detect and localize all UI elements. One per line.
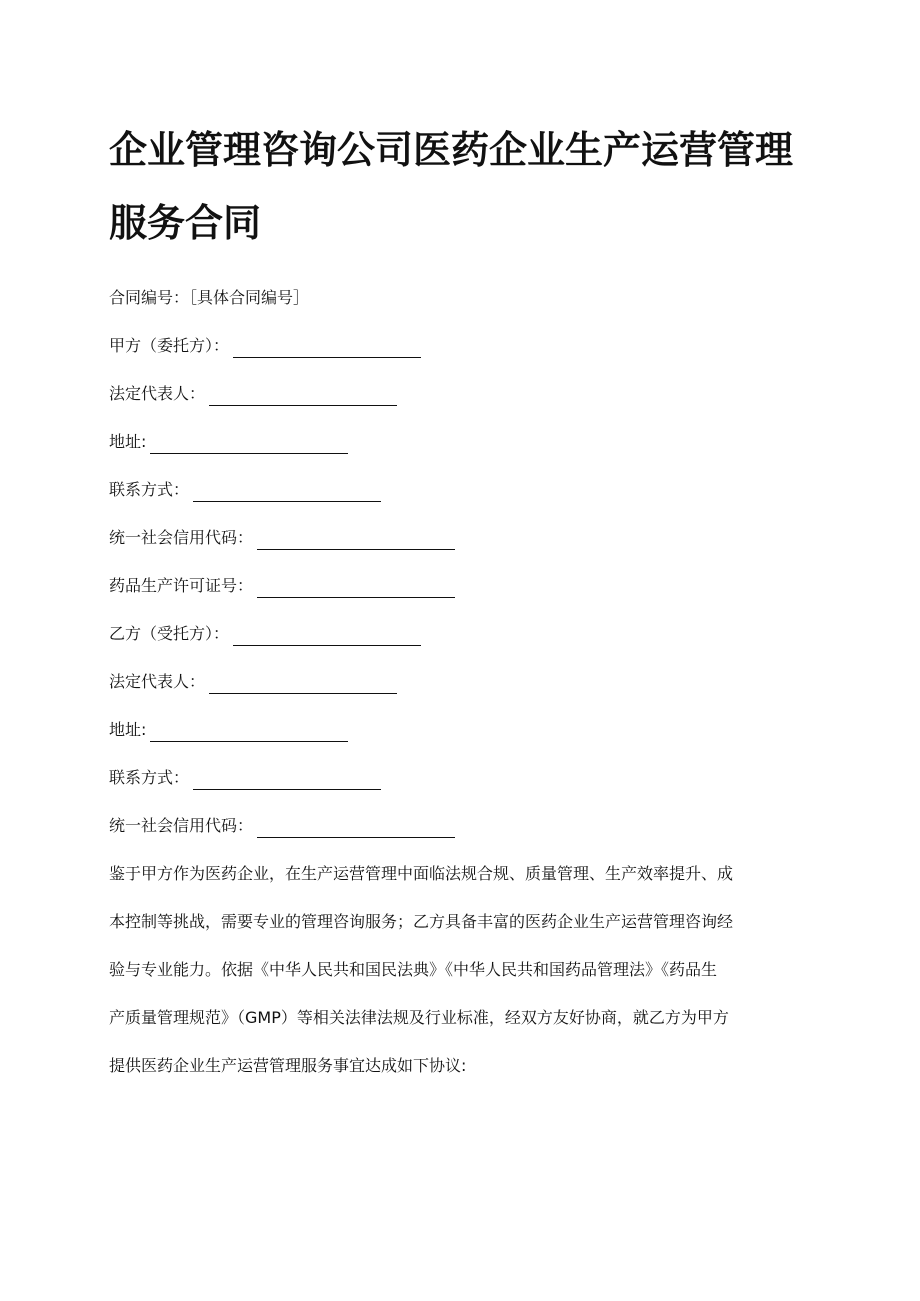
party-b-rep-field [109, 670, 397, 694]
party-a-contact-field [109, 478, 381, 502]
party-a-credit-code-label: 统一社会信用代码： [109, 528, 254, 547]
party-a-credit-code-blank [257, 531, 455, 550]
party-a-credit-code-field [109, 526, 455, 550]
party-a-address-label: 地址: [109, 432, 147, 451]
party-b-credit-code-blank [257, 819, 455, 838]
party-a-license-blank [257, 579, 455, 598]
party-b-credit-code-label: 统一社会信用代码： [109, 816, 254, 835]
preamble-line-2: 本控制等挑战，需要专业的管理咨询服务；乙方具备丰富的医药企业生产运营管理咨询经 [109, 912, 734, 931]
party-a-rep-field [109, 382, 397, 406]
contract-number-field [109, 286, 309, 310]
party-a-rep-blank [209, 387, 397, 406]
party-b-contact-field [109, 766, 381, 790]
party-a-contact-label: 联系方式： [109, 480, 190, 499]
party-b-credit-code-field [109, 814, 455, 838]
party-a-rep-label: 法定代表人： [109, 384, 206, 403]
party-b-contact-label: 联系方式： [109, 768, 190, 787]
document-title-line-2: 服务合同 [109, 201, 262, 245]
preamble-line-5: 提供医药企业生产运营管理服务事宜达成如下协议: [109, 1056, 467, 1075]
party-b-field [109, 622, 421, 646]
party-b-address-label: 地址: [109, 720, 147, 739]
party-b-label: 乙方（受托方）： [109, 624, 230, 643]
party-b-contact-blank [193, 771, 381, 790]
contract-number-label: 合同编号：［具体合同编号］ [109, 288, 310, 307]
preamble-line-3: 验与专业能力。依据《中华人民共和国民法典》《中华人民共和国药品管理法》《药品生 [109, 960, 718, 979]
preamble-line-1: 鉴于甲方作为医药企业，在生产运营管理中面临法规合规、质量管理、生产效率提升、成 [109, 864, 734, 883]
preamble-line-4: 产质量管理规范》（GMP）等相关法律法规及行业标准，经双方友好协商，就乙方为甲方 [109, 1008, 729, 1027]
party-a-field [109, 334, 421, 358]
party-a-address-field [109, 430, 348, 454]
party-b-rep-blank [209, 675, 397, 694]
party-a-blank [233, 339, 421, 358]
party-a-contact-blank [193, 483, 381, 502]
party-b-blank [233, 627, 421, 646]
party-a-address-blank [150, 435, 348, 454]
party-a-license-field [109, 574, 455, 598]
party-b-address-blank [150, 723, 348, 742]
party-b-rep-label: 法定代表人： [109, 672, 206, 691]
party-a-label: 甲方（委托方）： [109, 336, 230, 355]
document-title-line-1: 企业管理咨询公司医药企业生产运营管理 [109, 128, 794, 172]
party-b-address-field [109, 718, 348, 742]
party-a-license-label: 药品生产许可证号： [109, 576, 254, 595]
